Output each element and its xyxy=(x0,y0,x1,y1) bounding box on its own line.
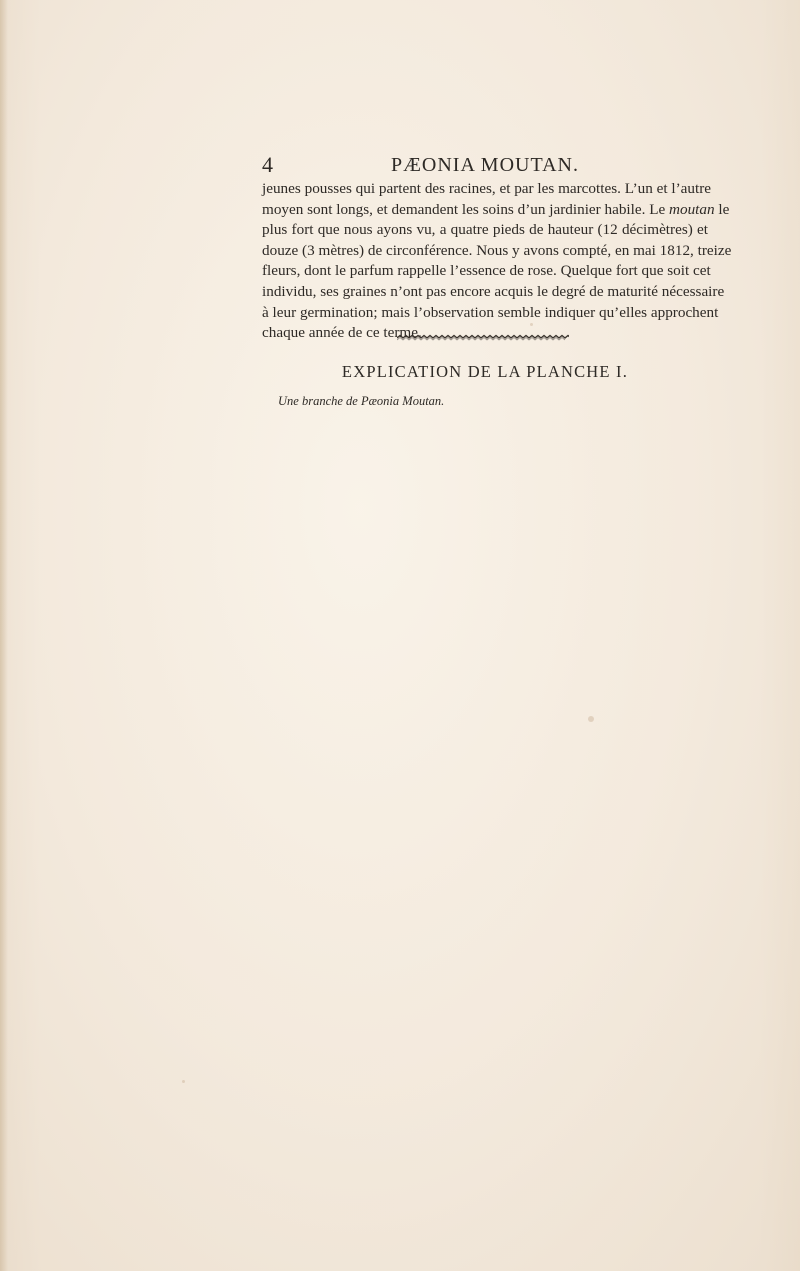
wavy-rule-ornament xyxy=(397,334,569,342)
body-line: douze (3 mètres) de circonférence. Nous y avons compté, en mai 1812, treize xyxy=(262,241,732,259)
page-number: 4 xyxy=(262,152,273,177)
body-line: plus fort que nous ayons vu, a quatre pieds de hauteur (12 décimètres) et xyxy=(262,221,708,239)
page-edge-shadow xyxy=(0,0,8,1271)
running-title: PÆONIA MOUTAN. xyxy=(391,154,579,176)
body-line xyxy=(262,200,730,221)
section-heading: EXPLICATION DE LA PLANCHE I. xyxy=(341,362,629,381)
paper-speck xyxy=(588,716,594,722)
plate-caption: Une branche de Pæonia Moutan. xyxy=(278,394,445,408)
body-line: individu, ses graines n’ont pas encore acquis le degré de maturité nécessaire xyxy=(262,282,725,300)
body-line: fleurs, dont le parfum rappelle l’essence de rose. Quelque fort que soit cet xyxy=(262,262,711,280)
body-line: à leur germination; mais l’observation semble indiquer qu’elles approchent xyxy=(262,303,719,321)
emphasized-term: moutan xyxy=(669,200,715,218)
body-line: chaque année de ce terme. xyxy=(262,324,422,342)
body-paragraph xyxy=(262,179,732,344)
body-line-text: le xyxy=(718,200,730,218)
page-header xyxy=(262,152,708,178)
paper-speck xyxy=(182,1080,185,1083)
body-line: jeunes pousses qui partent des racines, et par les marcottes. L’un et l’autre xyxy=(262,180,712,197)
body-line-text: moyen sont longs, et demandent les soins d’un jardinier habile. Le xyxy=(262,200,666,218)
